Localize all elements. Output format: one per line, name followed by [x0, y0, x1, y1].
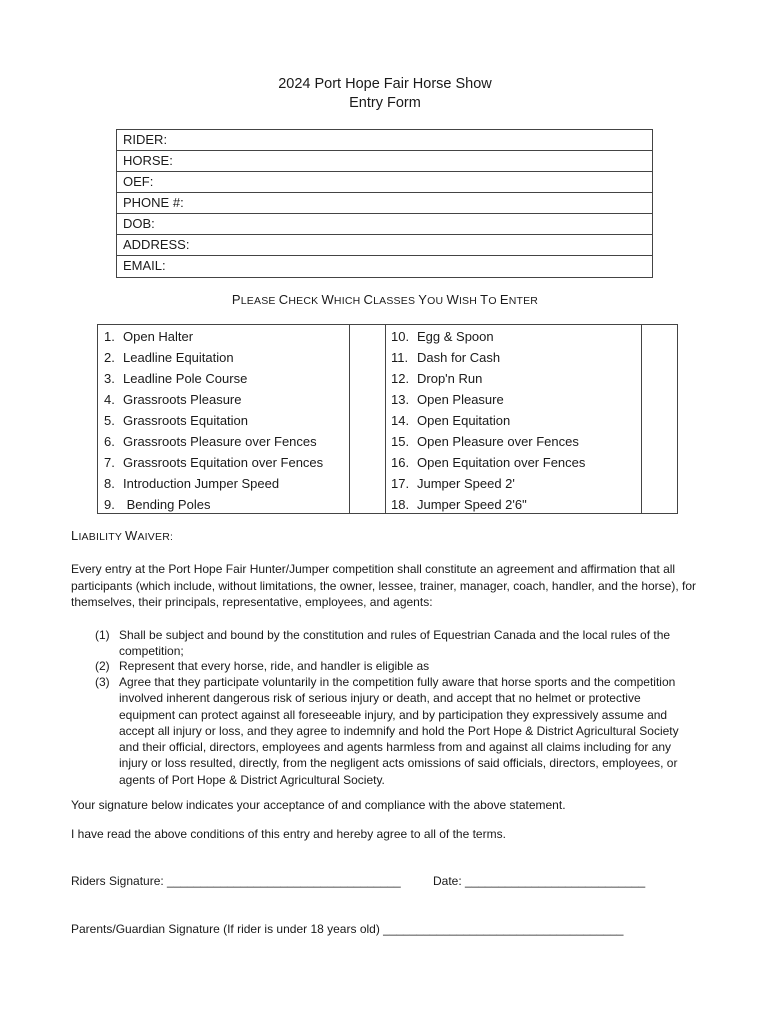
- class-item: 18. Jumper Speed 2'6": [391, 497, 527, 512]
- phone-field[interactable]: PHONE #:: [117, 193, 652, 214]
- classes-left-column: [104, 326, 323, 513]
- classes-right-checkbox-column[interactable]: [642, 325, 677, 513]
- email-field[interactable]: EMAIL:: [123, 258, 166, 273]
- classes-left-checkbox-column[interactable]: [350, 325, 385, 513]
- class-item: 5. Grassroots Equitation: [104, 413, 249, 428]
- waiver-intro-paragraph: Every entry at the Port Hope Fair Hunter/Jumper competition shall constitute an agreement and affirmation that all participants (which include, without limitations, the owner, lessee, trainer, manager, coach, handler, and the horse), for themselves, their principals, representative, employees, and agents:: [71, 562, 697, 609]
- dob-field[interactable]: DOB:: [117, 214, 652, 235]
- classes-right-column: [391, 326, 585, 513]
- class-item: 2. Leadline Equitation: [104, 350, 234, 365]
- horse-field[interactable]: HORSE:: [117, 151, 652, 172]
- date-line[interactable]: Date: ___________________________: [433, 874, 646, 888]
- class-item: 16. Open Equitation over Fences: [391, 455, 586, 470]
- class-item: 9. Bending Poles: [104, 497, 211, 512]
- class-item: 11. Dash for Cash: [391, 350, 501, 365]
- class-item: 12. Drop'n Run: [391, 371, 483, 386]
- form-title: 2024 Port Hope Fair Horse Show: [278, 76, 492, 92]
- class-item: 13. Open Pleasure: [391, 392, 504, 407]
- class-item: 15. Open Pleasure over Fences: [391, 434, 579, 449]
- form-subtitle: Entry Form: [349, 95, 421, 111]
- class-item: 6. Grassroots Pleasure over Fences: [104, 434, 317, 449]
- parent-guardian-signature-line[interactable]: Parents/Guardian Signature (If rider is under 18 years old) ____________________________________: [71, 922, 624, 936]
- classes-table: [97, 324, 678, 514]
- liability-waiver-heading: LIABILITY WAIVER:: [71, 528, 174, 543]
- class-item: 7. Grassroots Equitation over Fences: [104, 455, 324, 470]
- agreement-statement: I have read the above conditions of this entry and hereby agree to all of the terms.: [71, 827, 506, 841]
- rider-info-table: [116, 129, 653, 278]
- riders-signature-line[interactable]: Riders Signature: ___________________________________: [71, 874, 401, 888]
- class-item: 8. Introduction Jumper Speed: [104, 476, 280, 491]
- address-field[interactable]: ADDRESS:: [117, 235, 652, 256]
- acceptance-statement: Your signature below indicates your acceptance of and compliance with the above statement.: [71, 798, 566, 812]
- rider-field[interactable]: RIDER:: [117, 130, 652, 151]
- class-item: 17. Jumper Speed 2': [391, 476, 515, 491]
- class-item: 1. Open Halter: [104, 329, 194, 344]
- class-item: 10. Egg & Spoon: [391, 329, 494, 344]
- oef-field[interactable]: OEF:: [117, 172, 652, 193]
- classes-heading: PLEASE CHECK WHICH CLASSES YOU WISH TO ENTER: [231, 292, 539, 307]
- class-item: 14. Open Equitation: [391, 413, 511, 428]
- class-item: 4. Grassroots Pleasure: [104, 392, 242, 407]
- class-item: 3. Leadline Pole Course: [104, 371, 248, 386]
